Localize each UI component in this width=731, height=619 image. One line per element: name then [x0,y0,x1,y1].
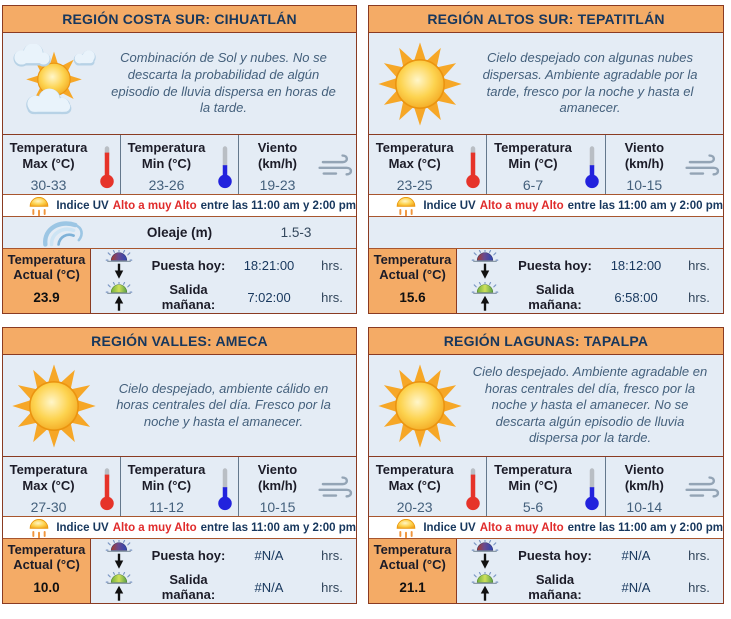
sun-icon [369,363,471,449]
wind-label: Viento (km/h) [257,140,298,171]
sunrise-unit: hrs. [321,579,343,595]
sunrise-arrow-up-icon [91,572,147,602]
temp-max-value: 23-25 [396,177,433,194]
sunset-row [91,539,356,571]
forecast-section [369,33,723,134]
temp-min-label: Temperatura Min (°C) [494,462,572,493]
temp-max-col [3,135,120,194]
sunset-arrow-down-icon [457,540,513,570]
sunset-row [457,539,723,571]
thermometer-red-icon [460,462,486,516]
sunrise-arrow-up-icon [91,282,147,312]
current-temp-label: Temperatura Actual (°C) [373,252,452,282]
current-temp-label: Temperatura Actual (°C) [373,542,452,572]
sunrise-label: Salida mañana: [161,572,216,602]
temp-max-label: Temperatura Max (°C) [375,140,454,171]
region-title: REGIÓN COSTA SUR: CIHUATLÁN [3,6,356,33]
thermometer-blue-icon [579,462,605,516]
current-conditions-row [3,249,356,313]
sunrise-time: 6:58:00 [614,289,658,305]
sunrise-time: #N/A [254,579,284,595]
temp-min-label: Temperatura Min (°C) [127,462,206,493]
region-title: REGIÓN ALTOS SUR: TEPATITLÁN [369,6,723,33]
uv-index-text: Indice UV Alto a muy Alto entre las 11:00 am y 2:00 pm [423,521,723,534]
temp-max-label: Temperatura Max (°C) [9,462,88,493]
temp-max-label: Temperatura Max (°C) [375,462,454,493]
temp-min-col [120,457,238,516]
temp-min-value: 5-6 [522,499,544,516]
current-conditions-row [369,539,723,603]
swell-label: Oleaje (m) [146,225,213,240]
uv-index-row [369,516,723,539]
wind-label: Viento (km/h) [624,462,665,493]
wind-icon [316,140,356,194]
wind-value: 10-14 [626,499,663,516]
sunset-arrow-down-icon [91,250,147,280]
temp-max-col [369,135,486,194]
temp-max-value: 30-33 [30,177,67,194]
wind-value: 10-15 [626,177,663,194]
uv-index-text: Indice UV Alto a muy Alto entre las 11:00 am y 2:00 pm [56,521,356,534]
uv-index-row [3,516,356,539]
wind-col [605,135,723,194]
temp-min-col [486,457,604,516]
current-temp-cell [3,249,91,313]
temp-max-value: 27-30 [30,499,67,516]
uv-index-text: Indice UV Alto a muy Alto entre las 11:00 am y 2:00 pm [56,199,356,212]
current-temp-value: 10.0 [33,579,60,595]
thermometer-red-icon [94,140,120,194]
current-temp-cell [369,539,457,603]
uv-sun-icon [3,517,56,538]
temp-min-value: 11-12 [149,499,184,516]
forecast-section [369,355,723,456]
swell-row [3,217,356,249]
thermometer-red-icon [94,462,120,516]
wind-value: 19-23 [259,177,296,194]
sunset-row [91,249,356,281]
uv-index-row [3,194,356,217]
thermometer-blue-icon [579,140,605,194]
uv-level: Alto a muy Alto [479,521,564,534]
sunrise-unit: hrs. [688,289,710,305]
current-temp-label: Temperatura Actual (°C) [7,252,86,282]
wind-value: 10-15 [259,499,296,516]
forecast-section [3,33,356,134]
temp-min-value: 6-7 [522,177,544,194]
uv-sun-icon [369,517,423,538]
sunset-unit: hrs. [321,257,343,273]
sunset-time: #N/A [621,547,651,563]
temp-min-value: 23-26 [148,177,185,194]
forecast-section [3,355,356,456]
sunset-label: Puesta hoy: [518,547,592,563]
temp-wind-row [3,456,356,516]
temp-wind-row [3,134,356,194]
card-costa-sur [2,5,357,314]
sunset-unit: hrs. [321,547,343,563]
wind-label: Viento (km/h) [257,462,298,493]
current-temp-value: 21.1 [399,579,426,595]
current-temp-label: Temperatura Actual (°C) [7,542,86,572]
forecast-text: Cielo despejado. Ambiente agradable en horas centrales del día, fresco por la noche y hasta el amanecer. No se descarta algún episodio de lluvia dispersa por la tarde. [472,363,708,446]
wind-col [238,135,356,194]
uv-index-text: Indice UV Alto a muy Alto entre las 11:00 am y 2:00 pm [423,199,723,212]
sunset-arrow-down-icon [91,540,147,570]
wind-label: Viento (km/h) [624,140,665,171]
uv-sun-icon [369,195,423,216]
uv-index-row [369,194,723,217]
wave-icon [3,218,123,248]
thermometer-blue-icon [212,140,238,194]
temp-max-value: 20-23 [396,499,433,516]
sunrise-unit: hrs. [321,289,343,305]
sunrise-unit: hrs. [688,579,710,595]
swell-value: 1.5-3 [280,225,312,240]
temp-wind-row [369,134,723,194]
wind-col [605,457,723,516]
temp-min-label: Temperatura Min (°C) [127,140,206,171]
sunset-label: Puesta hoy: [151,547,226,563]
thermometer-red-icon [460,140,486,194]
wind-icon [683,140,723,194]
sunset-unit: hrs. [688,547,710,563]
uv-level: Alto a muy Alto [112,521,197,534]
forecast-text: Cielo despejado con algunas nubes dispersas. Ambiente agradable por la tarde, fresco por la noche y hasta el amanecer. [482,50,698,116]
wind-icon [683,462,723,516]
sunrise-arrow-up-icon [457,572,513,602]
current-temp-value: 23.9 [33,289,60,305]
region-title: REGIÓN VALLES: AMECA [3,328,356,355]
uv-sun-icon [3,195,56,216]
card-lagunas [368,327,724,604]
sunrise-time: 7:02:00 [247,289,291,305]
wind-col [238,457,356,516]
forecast-text: Combinación de Sol y nubes. No se descarta la probabilidad de algún episodio de lluvia dispersa en horas de la tarde. [111,50,336,116]
temp-min-col [486,135,604,194]
region-title: REGIÓN LAGUNAS: TAPALPA [369,328,723,355]
temp-min-col [120,135,238,194]
uv-level: Alto a muy Alto [112,199,197,212]
sunrise-row [457,281,723,313]
current-temp-cell [3,539,91,603]
current-conditions-row [3,539,356,603]
sunrise-label: Salida mañana: [528,572,582,602]
sun-clouds-icon [3,44,105,124]
uv-level: Alto a muy Alto [479,199,564,212]
sunrise-label: Salida mañana: [528,282,582,312]
sunset-label: Puesta hoy: [518,257,592,273]
temp-wind-row [369,456,723,516]
card-valles [2,327,357,604]
wind-icon [316,462,356,516]
sunrise-label: Salida mañana: [161,282,216,312]
sunrise-row [457,571,723,603]
sun-icon [3,363,105,449]
temp-max-col [369,457,486,516]
temp-max-label: Temperatura Max (°C) [9,140,88,171]
current-conditions-row [369,249,723,313]
sunset-time: 18:21:00 [243,257,295,273]
temp-min-label: Temperatura Min (°C) [494,140,572,171]
sunrise-arrow-up-icon [457,282,513,312]
sunset-arrow-down-icon [457,250,513,280]
sunset-time: 18:12:00 [610,257,662,273]
current-temp-cell [369,249,457,313]
sunrise-row [91,571,356,603]
card-altos-sur [368,5,724,314]
sun-icon [369,41,471,127]
sunset-unit: hrs. [688,257,710,273]
temp-max-col [3,457,120,516]
forecast-text: Cielo despejado, ambiente cálido en horas centrales del día. Fresco por la noche y hasta el amanecer. [116,380,331,429]
sunrise-row [91,281,356,313]
thermometer-blue-icon [212,462,238,516]
sunrise-time: #N/A [621,579,651,595]
sunset-row [457,249,723,281]
empty-row [369,217,723,249]
sunset-label: Puesta hoy: [151,257,226,273]
sunset-time: #N/A [254,547,284,563]
current-temp-value: 15.6 [399,289,426,305]
